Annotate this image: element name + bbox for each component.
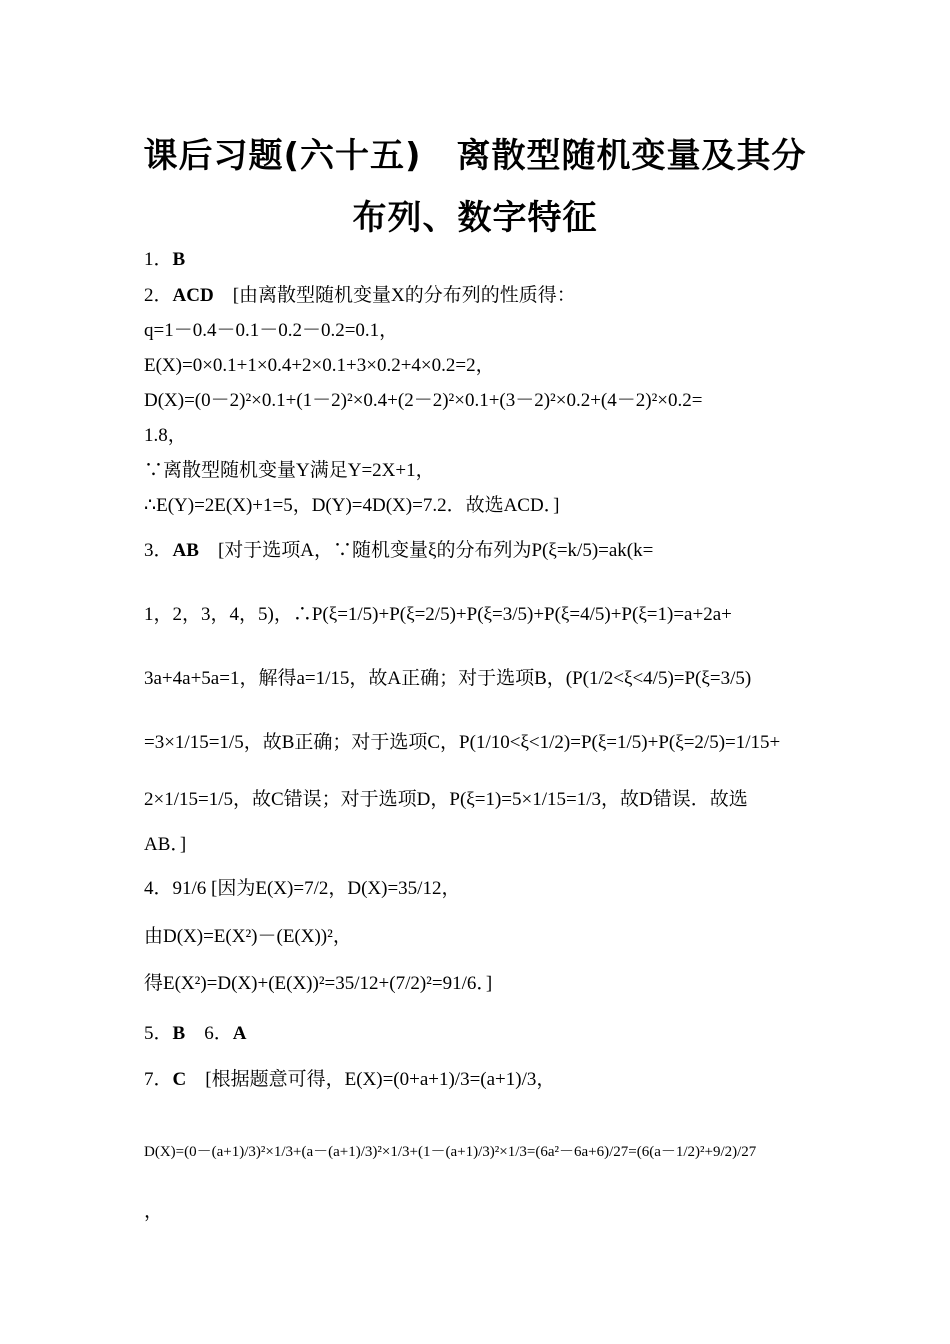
answer-4-line-1: 4．91/6 [因为E(X)=7/2，D(X)=35/12， — [144, 878, 461, 899]
answer-2-line-2: q=1－0.4－0.1－0.2－0.2=0.1， — [144, 320, 399, 341]
answer-3-line-5: 2×1/15=1/5，故C错误；对于选项D，P(ξ=1)=5×1/15=1/3，故D错误．故选 — [144, 789, 748, 810]
answer-2-line-4: D(X)=(0－2)²×0.1+(1－2)²×0.4+(2－2)²×0.1+(3－2)²×0.2+(4－2)²×0.2= — [144, 390, 703, 411]
answer-5-6: 5．B 6．A — [144, 1023, 247, 1044]
answer-2-line-3: E(X)=0×0.1+1×0.4+2×0.1+3×0.2+4×0.2=2， — [144, 355, 495, 376]
title-line-2: 布列、数字特征 — [352, 198, 598, 238]
answer-7-line-3: ， — [144, 1201, 164, 1222]
answer-2-line-6: ∵离散型随机变量Y满足Y=2X+1， — [144, 460, 435, 481]
answer-4-line-2: 由D(X)=E(X²)－(E(X))²， — [144, 926, 352, 947]
answer-4-line-3: 得E(X²)=D(X)+(E(X))²=35/12+(7/2)²=91/6．] — [144, 973, 493, 994]
answer-2-line-7: ∴E(Y)=2E(X)+1=5，D(Y)=4D(X)=7.2．故选ACD．] — [144, 495, 560, 516]
answer-7-line-1: 7．C [根据题意可得，E(X)=(0+a+1)/3=(a+1)/3， — [144, 1069, 556, 1090]
answer-3-line-4: =3×1/15=1/5，故B正确；对于选项C，P(1/10<ξ<1/2)=P(ξ=1/5)+P(ξ=2/5)=1/15+ — [144, 732, 781, 753]
title-line-1: 课后习题(六十五) 离散型随机变量及其分 — [143, 136, 807, 176]
answer-2-line-5: 1.8， — [144, 425, 187, 446]
answer-2-line-1: 2．ACD [由离散型随机变量X的分布列的性质得： — [144, 285, 576, 306]
answer-1: 1．B — [144, 249, 186, 270]
answer-3-line-6: AB．] — [144, 834, 187, 855]
answer-3-line-1: 3．AB [对于选项A，∵随机变量ξ的分布列为P(ξ=k/5)=ak(k= — [144, 540, 654, 561]
answer-3-line-3: 3a+4a+5a=1，解得a=1/15，故A正确；对于选项B，(P(1/2<ξ<4/5)=P(ξ=3/5) — [144, 668, 752, 689]
answer-3-line-2: 1，2，3，4，5)，∴P(ξ=1/5)+P(ξ=2/5)+P(ξ=3/5)+P(ξ=4/5)+P(ξ=1)=a+2a+ — [144, 604, 732, 625]
answer-7-line-2: D(X)=(0－(a+1)/3)²×1/3+(a－(a+1)/3)²×1/3+(1－(a+1)/3)²×1/3=(6a²－6a+6)/27=(6(a－1/2)²+9/2)/27 — [144, 1144, 757, 1160]
